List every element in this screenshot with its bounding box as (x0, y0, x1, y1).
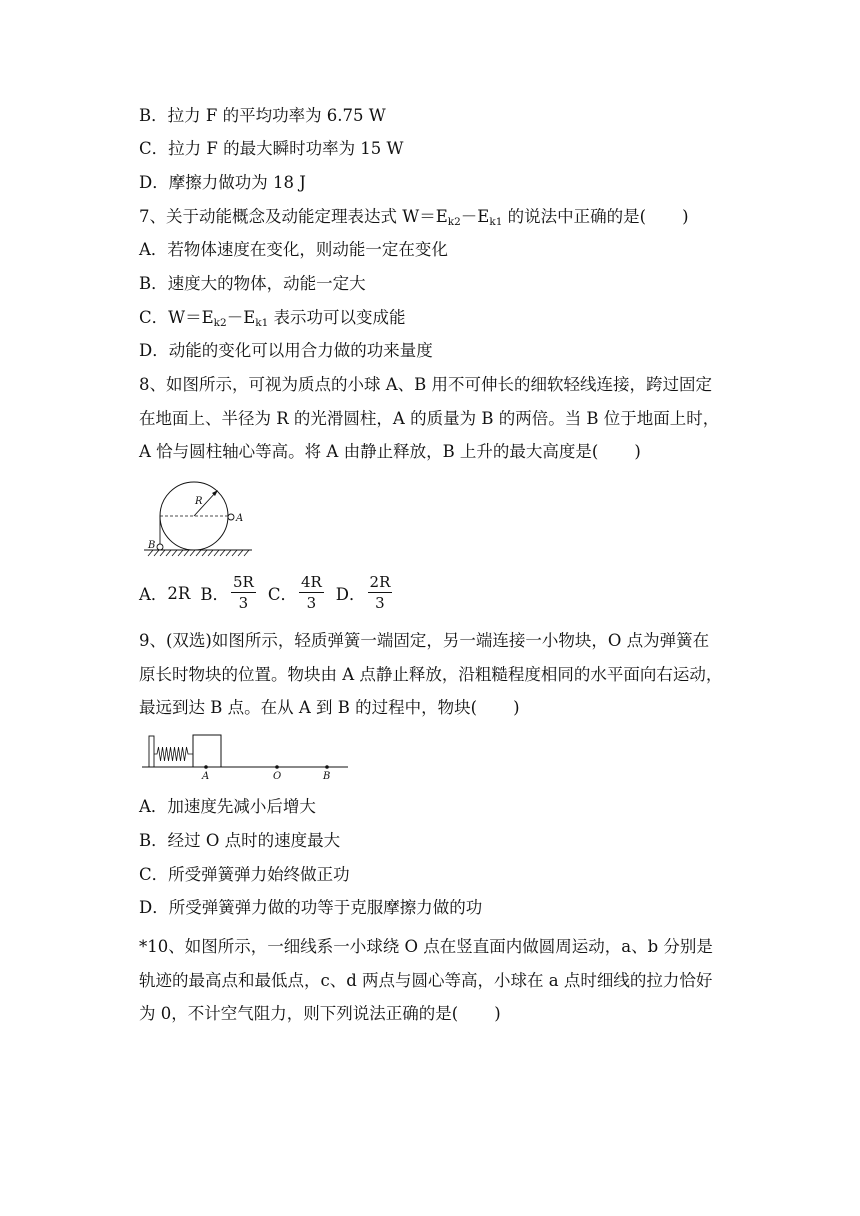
q6-option-c: C．拉力 F 的最大瞬时功率为 15 W (139, 139, 404, 158)
q6-option-d: D．摩擦力做功为 18 J (139, 173, 306, 192)
fraction: $\frac{4R}{3}$ (300, 573, 322, 612)
q7-option-a: A．若物体速度在变化，则动能一定在变化 (139, 240, 448, 259)
fraction: $\frac{5R}{3}$ (232, 573, 254, 612)
q9-option-b: B．经过 O 点时的速度最大 (139, 831, 341, 850)
q8-options (139, 574, 404, 612)
q8-option-b: B． $\frac{5R}{3}$ (200, 573, 254, 612)
point-a (204, 765, 208, 769)
point-b (325, 765, 329, 769)
q8-option-a: A． 2R (139, 583, 191, 604)
q8-option-c: C． $\frac{4R}{3}$ (267, 573, 322, 612)
q7-stem: 7、关于动能概念及动能定理表达式 $W=E_{k2}-E_{k1}$ 的说法中正确的是( ) (139, 207, 689, 228)
q10-stem-line-2: 轨迹的最高点和最低点，c、d 两点与圆心等高，小球在 a 点时细线的拉力恰好 (139, 971, 713, 990)
fraction: $\frac{2R}{3}$ (369, 573, 391, 612)
point-o-label: O (273, 771, 282, 782)
point-o (275, 765, 279, 769)
q8-cylinder-figure (140, 476, 255, 558)
q9-stem-line-2: 原长时物块的位置。物块由 A 点静止释放，沿粗糙程度相同的水平面向右运动， (139, 665, 723, 684)
ball-a-label: A (236, 513, 244, 524)
q8-option-d: D． $\frac{2R}{3}$ (335, 573, 391, 612)
q10-stem-line-1: *10、如图所示，一细线系一小球绕 O 点在竖直面内做圆周运动，a、b 分别是 (139, 937, 713, 956)
q7-option-d: D．动能的变化可以用合力做的功来量度 (139, 341, 433, 360)
q6-option-b: B．拉力 F 的平均功率为 6.75 W (139, 106, 386, 125)
wall (149, 736, 154, 767)
ball-a (228, 514, 234, 520)
q9-option-d: D．所受弹簧弹力做的功等于克服摩擦力做的功 (139, 898, 483, 917)
ball-b (157, 544, 163, 550)
spring (154, 747, 193, 761)
q9-option-a: A．加速度先减小后增大 (139, 797, 316, 816)
block (193, 735, 221, 767)
ball-b-label: B (148, 540, 156, 551)
q9-stem-line-1: 9、(双选)如图所示，轻质弹簧一端固定，另一端连接一小物块，O 点为弹簧在 (139, 631, 710, 650)
q8-stem-line-2: 在地面上、半径为 R 的光滑圆柱，A 的质量为 B 的两倍。当 B 位于地面上时， (139, 409, 720, 428)
point-a-label: A (202, 771, 210, 782)
q9-option-c: C．所受弹簧弹力始终做正功 (139, 865, 350, 884)
q7-option-c: C．$W=E_{k2}-E_{k1}$ 表示功可以变成能 (139, 308, 406, 329)
q9-stem-line-3: 最远到达 B 点。在从 A 到 B 的过程中，物块( ) (139, 698, 520, 717)
ground-hatching (148, 550, 249, 556)
radius-label: R (195, 496, 203, 507)
q7-option-b: B．速度大的物体，动能一定大 (139, 274, 366, 293)
q8-stem-line-3: A 恰与圆柱轴心等高。将 A 由静止释放，B 上升的最大高度是( ) (139, 442, 641, 461)
q9-spring-figure (140, 732, 352, 782)
q10-stem-line-3: 为 0，不计空气阻力，则下列说法正确的是( ) (139, 1004, 501, 1023)
point-b-label: B (323, 771, 331, 782)
q8-stem-line-1: 8、如图所示，可视为质点的小球 A、B 用不可伸长的细软轻线连接，跨过固定 (139, 375, 713, 394)
